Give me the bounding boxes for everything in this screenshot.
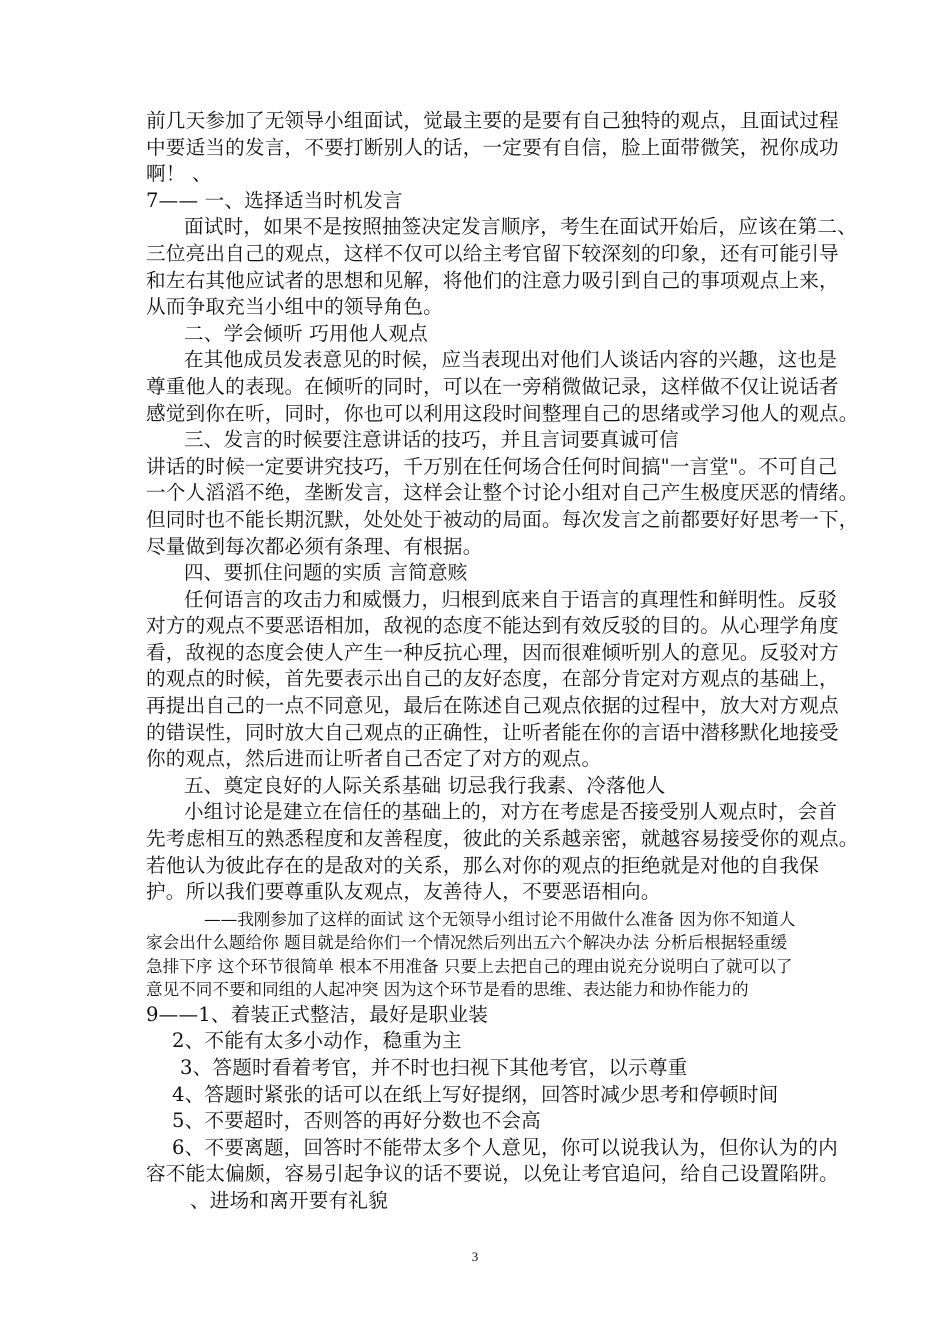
text-line-small: 家会出什么题给你 题目就是给你们一个情况然后列出五六个解决办法 分析后根据轻重缓: [146, 933, 788, 953]
text-line-small: ——我刚参加了这样的面试 这个无领导小组讨论不用做什么准备 因为你不知道人: [204, 909, 796, 929]
list-item: 、进场和离开要有礼貌: [190, 1188, 388, 1212]
text-line: 但同时也不能长期沉默，处处处于被动的局面。每次发言之前都要好好思考一下，: [146, 507, 859, 531]
text-line: 的错误性，同时放大自己观点的正确性，让听者能在你的言语中潜移默化地接受: [146, 720, 839, 744]
text-line: 对方的观点不要恶语相加，敌视的态度不能达到有效反驳的目的。从心理学角度: [146, 614, 839, 638]
text-line: 再提出自己的一点不同意见，最后在陈述自己观点依据的过程中，放大对方观点: [146, 694, 839, 718]
section-heading: 二、学会倾听 巧用他人观点: [184, 321, 428, 345]
text-line: 尊重他人的表现。在倾听的同时，可以在一旁稍微做记录，这样做不仅让说话者: [146, 374, 839, 398]
list-item: 4、答题时紧张的话可以在纸上写好提纲，回答时减少思考和停顿时间: [172, 1082, 779, 1106]
page-number: 3: [471, 1249, 479, 1264]
text-line: 讲话的时候一定要讲究技巧，千万别在任何场合任何时间搞"一言堂"。不可自己: [146, 454, 838, 478]
list-item: 2、不能有太多小动作，稳重为主: [172, 1029, 462, 1053]
list-item: 5、不要超时，否则答的再好分数也不会高: [172, 1109, 541, 1133]
section-heading: 五、奠定良好的人际关系基础 切忌我行我素、冷落他人: [184, 773, 666, 797]
text-line: 任何语言的攻击力和威慑力，归根到底来自于语言的真理性和鲜明性。反驳: [184, 587, 838, 611]
document-body: [146, 108, 859, 1215]
text-line: 尽量做到每次都必须有条理、有根据。: [146, 534, 483, 558]
text-line: 感觉到你在听，同时，你也可以利用这段时间整理自己的思绪或学习他人的观点。: [146, 401, 859, 425]
text-line: 的观点的时候，首先要表示出自己的友好态度，在部分肯定对方观点的基础上，: [146, 667, 839, 691]
text-line: 护。所以我们要尊重队友观点，友善待人，不要恶语相向。: [146, 880, 661, 904]
text-line: 和左右其他应试者的思想和见解，将他们的注意力吸引到自己的事项观点上来，: [146, 268, 839, 292]
text-line: 三位亮出自己的观点，这样不仅可以给主考官留下较深刻的印象，还有可能引导: [146, 241, 839, 265]
text-line: 看，敌视的态度会使人产生一种反抗心理，因而很难倾听别人的意见。反驳对方: [146, 640, 839, 664]
section-heading: 7—— 一、选择适当时机发言: [146, 188, 403, 212]
text-line: 你的观点，然后进而让听者自己否定了对方的观点。: [146, 747, 602, 771]
text-line: 在其他成员发表意见的时候，应当表现出对他们人谈话内容的兴趣，这也是: [184, 348, 838, 372]
text-line: 容不能太偏颇，容易引起争议的话不要说，以免让考官追问，给自己设置陷阱。: [146, 1162, 839, 1186]
section-heading: 9——1、着装正式整洁，最好是职业装: [146, 1002, 489, 1026]
list-item: 6、不要离题，回答时不能带太多个人意见，你可以说我认为，但你认为的内: [172, 1135, 838, 1159]
text-line: 啊！ 、: [146, 162, 212, 186]
section-heading: 四、要抓住问题的实质 言简意赅: [184, 561, 468, 585]
list-item: 3、答题时看着考官，并不时也扫视下其他考官，以示尊重: [180, 1056, 688, 1079]
text-line: 面试时，如果不是按照抽签决定发言顺序，考生在面试开始后，应该在第二、: [184, 215, 857, 239]
text-line-small: 意见不同不要和同组的人起冲突 因为这个环节是看的思维、表达能力和协作能力的: [146, 980, 749, 1000]
text-line: 从而争取充当小组中的领导角色。: [146, 295, 443, 319]
text-line: 若他认为彼此存在的是敌对的关系，那么对你的观点的拒绝就是对他的自我保: [146, 853, 819, 877]
section-heading: 三、发言的时候要注意讲话的技巧，并且言词要真诚可信: [184, 428, 679, 452]
text-line: 中要适当的发言，不要打断别人的话，一定要有自信，脸上面带微笑，祝你成功: [146, 135, 839, 159]
text-line: 小组讨论是建立在信任的基础上的，对方在考虑是否接受别人观点时，会首: [184, 800, 838, 824]
text-line: 前几天参加了无领导小组面试，觉最主要的是要有自己独特的观点，且面试过程: [146, 109, 839, 132]
text-line-small: 急排下序 这个环节很简单 根本不用准备 只要上去把自己的理由说充分说明白了就可以了: [146, 956, 793, 976]
text-line: 一个人滔滔不绝，垄断发言，这样会让整个讨论小组对自己产生极度厌恶的情绪。: [146, 481, 859, 505]
text-line: 先考虑相互的熟悉程度和友善程度，彼此的关系越亲密，就越容易接受你的观点。: [146, 827, 859, 851]
